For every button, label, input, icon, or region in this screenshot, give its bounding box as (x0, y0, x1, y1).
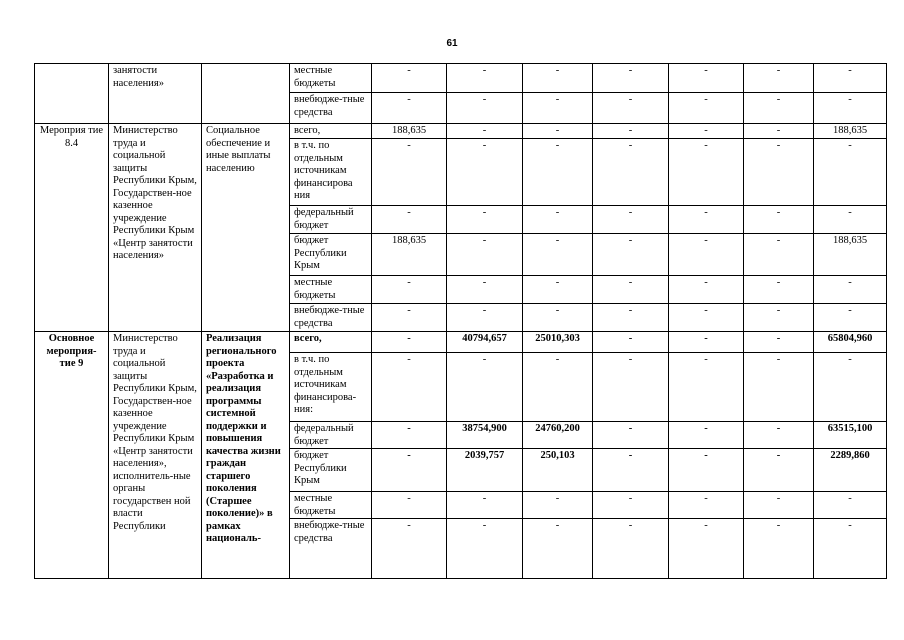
value-cell: - (372, 64, 447, 93)
value-cell: 2289,860 (814, 449, 887, 492)
value-cell: - (593, 139, 669, 206)
value-cell: - (523, 276, 593, 304)
value-cell: - (669, 353, 744, 422)
value-cell: - (372, 519, 447, 579)
source-cell: в т.ч. по отдельным источникам финансирова-ния: (290, 353, 372, 422)
value-cell: - (447, 519, 523, 579)
value-cell: - (669, 449, 744, 492)
source-cell: местные бюджеты (290, 276, 372, 304)
table-row (35, 64, 887, 93)
value-cell: - (669, 64, 744, 93)
value-cell: - (447, 64, 523, 93)
value-cell: - (523, 124, 593, 139)
value-cell: - (447, 234, 523, 276)
value-cell: - (593, 519, 669, 579)
value-cell: - (669, 492, 744, 519)
value-cell: - (447, 93, 523, 124)
value-cell: - (593, 206, 669, 234)
source-cell: местные бюджеты (290, 492, 372, 519)
value-cell: - (814, 139, 887, 206)
value-cell: - (372, 492, 447, 519)
value-cell: - (814, 492, 887, 519)
value-cell: - (744, 64, 814, 93)
value-cell: - (447, 353, 523, 422)
budget-table (34, 63, 887, 579)
value-cell: - (744, 492, 814, 519)
value-cell: - (814, 519, 887, 579)
value-cell: - (523, 492, 593, 519)
source-cell: всего, (290, 332, 372, 353)
value-cell: - (372, 449, 447, 492)
value-cell: - (372, 93, 447, 124)
source-cell: всего, (290, 124, 372, 139)
value-cell: - (593, 353, 669, 422)
table-row (35, 332, 887, 353)
value-cell: 250,103 (523, 449, 593, 492)
value-cell: - (523, 234, 593, 276)
value-cell: - (523, 519, 593, 579)
value-cell: 63515,100 (814, 422, 887, 449)
value-cell: - (523, 353, 593, 422)
page-number: 61 (446, 38, 458, 49)
value-cell: - (447, 492, 523, 519)
value-cell: 188,635 (372, 234, 447, 276)
value-cell: - (593, 304, 669, 332)
measure-name-cell: Мероприя тие 8.4 (35, 124, 109, 332)
value-cell: 188,635 (814, 124, 887, 139)
value-cell: - (523, 139, 593, 206)
value-cell: - (744, 139, 814, 206)
value-cell: 188,635 (814, 234, 887, 276)
description-cell: Социальное обеспечение и иные выплаты населению (202, 124, 290, 332)
description-cell: Реализация регионального проекта «Разработка и реализация программы системной поддержки и повышения качества жизни граждан старшего поколения (Старшее поколение)» в рамках националь- (202, 332, 290, 579)
value-cell: - (372, 276, 447, 304)
value-cell: 188,635 (372, 124, 447, 139)
source-cell: в т.ч. по отдельным источникам финансирова ния (290, 139, 372, 206)
value-cell: - (372, 206, 447, 234)
value-cell: - (669, 93, 744, 124)
value-cell: 40794,657 (447, 332, 523, 353)
value-cell: 38754,900 (447, 422, 523, 449)
value-cell: - (814, 353, 887, 422)
value-cell: - (523, 206, 593, 234)
value-cell: - (744, 332, 814, 353)
measure-cell-empty (35, 64, 109, 124)
value-cell: - (372, 422, 447, 449)
value-cell: - (593, 332, 669, 353)
source-cell: бюджет Республики Крым (290, 234, 372, 276)
value-cell: - (593, 234, 669, 276)
value-cell: - (372, 304, 447, 332)
value-cell: - (744, 276, 814, 304)
value-cell: - (814, 93, 887, 124)
source-cell: местные бюджеты (290, 64, 372, 93)
value-cell: - (669, 304, 744, 332)
value-cell: - (744, 206, 814, 234)
source-cell: федеральный бюджет (290, 206, 372, 234)
value-cell: - (593, 492, 669, 519)
value-cell: - (744, 449, 814, 492)
value-cell: - (523, 64, 593, 93)
value-cell: 2039,757 (447, 449, 523, 492)
value-cell: - (669, 422, 744, 449)
value-cell: - (593, 64, 669, 93)
value-cell: 24760,200 (523, 422, 593, 449)
value-cell: - (669, 519, 744, 579)
value-cell: - (814, 206, 887, 234)
description-cell-empty (202, 64, 290, 124)
value-cell: - (372, 139, 447, 206)
value-cell: - (372, 353, 447, 422)
source-cell: внебюдже-тные средства (290, 519, 372, 579)
value-cell: - (669, 234, 744, 276)
value-cell: - (669, 332, 744, 353)
value-cell: - (447, 206, 523, 234)
value-cell: - (669, 206, 744, 234)
value-cell: - (744, 519, 814, 579)
value-cell: - (447, 124, 523, 139)
value-cell: - (447, 304, 523, 332)
value-cell: - (593, 276, 669, 304)
value-cell: - (372, 332, 447, 353)
value-cell: - (814, 276, 887, 304)
value-cell: - (814, 64, 887, 93)
source-cell: внебюдже-тные средства (290, 304, 372, 332)
source-cell: федеральный бюджет (290, 422, 372, 449)
value-cell: - (593, 422, 669, 449)
table-row (35, 124, 887, 139)
value-cell: - (523, 304, 593, 332)
value-cell: - (744, 304, 814, 332)
measure-name-cell: Основное мероприя-тие 9 (35, 332, 109, 579)
value-cell: - (744, 93, 814, 124)
value-cell: - (814, 304, 887, 332)
value-cell: - (744, 234, 814, 276)
source-cell: бюджет Республики Крым (290, 449, 372, 492)
value-cell: - (593, 124, 669, 139)
value-cell: 65804,960 (814, 332, 887, 353)
org-cell: Министерство труда и социальной защиты Республики Крым, Государствен-ное казенное учреждение Республики Крым «Центр занятости населения», исполнитель-ные органы государствен ной власти Республики (109, 332, 202, 579)
value-cell: - (669, 139, 744, 206)
org-cell: занятости населения» (109, 64, 202, 124)
value-cell: - (523, 93, 593, 124)
source-cell: внебюдже-тные средства (290, 93, 372, 124)
value-cell: - (669, 276, 744, 304)
value-cell: - (744, 422, 814, 449)
value-cell: - (447, 276, 523, 304)
value-cell: - (447, 139, 523, 206)
org-cell: Министерство труда и социальной защиты Республики Крым, Государствен-ное казенное учреждение Республики Крым «Центр занятости населения» (109, 124, 202, 332)
value-cell: - (593, 449, 669, 492)
value-cell: - (669, 124, 744, 139)
value-cell: - (744, 124, 814, 139)
value-cell: 25010,303 (523, 332, 593, 353)
value-cell: - (744, 353, 814, 422)
value-cell: - (593, 93, 669, 124)
